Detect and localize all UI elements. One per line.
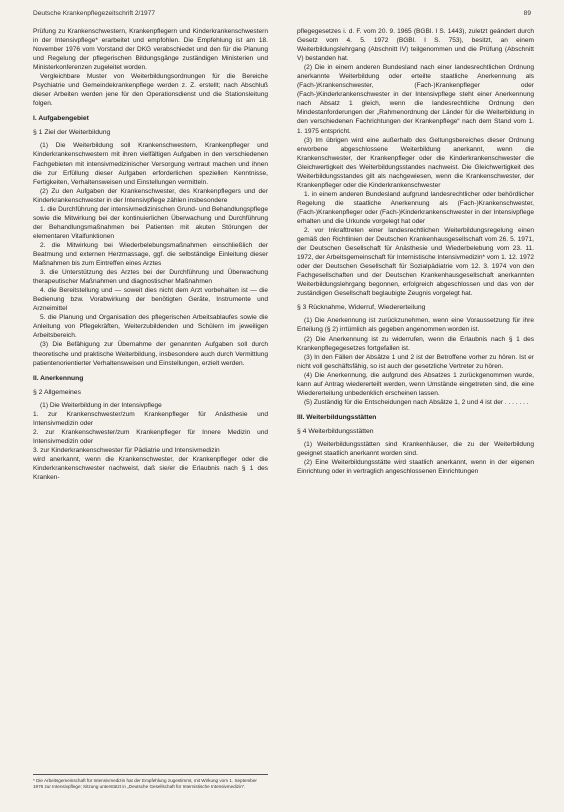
list-item: 2. die Mitwirkung bei Wiederbelebungsmaßnahmen einschließlich der Beatmung und externen Herzmassage, ggf. die selbständige Einleitung dieser Maßnahmen bis zum Eintreffen eines Arztes (33, 241, 268, 268)
paragraph: (4) Die Anerkennung, die aufgrund des Absatzes 1 zurückgenommen wurde, kann auf Antrag wiedererteilt werden, wenn Umstände eingetreten sind, die eine Wiedererteilung unbedenklich erscheinen lassen. (297, 371, 534, 397)
paragraph: (2) Eine Weiterbildungsstätte wird staatlich anerkannt, wenn in der eigenen Einrichtung oder in vertraglich angeschlossenen Einrichtungen (297, 458, 534, 476)
list-item: 1. zur Krankenschwester/zum Krankenpfleger für Anästhesie und Intensivmedizin oder (33, 410, 268, 427)
list-item: 1. die Durchführung der intensivmedizinischen Grund- und Behandlungspflege sowie die Mitwirkung bei der kontinuierlichen Überwachung und Durchführung der Behandlungsmaßnahmen bei Patienten mit akuten Störungen der elementaren Vitalfunktionen (33, 205, 268, 240)
paragraph: (1) Weiterbildungsstätten sind Krankenhäuser, die zu der Weiterbildung geeignet staatlich anerkannt worden sind. (297, 440, 534, 457)
journal-title: Deutsche Krankenpflegezeitschrift 2/1977 (33, 10, 156, 17)
paragraph: (1) Die Weiterbildung in der Intensivpflege (40, 401, 162, 409)
paragraph: wird anerkannt, wenn die Krankenschwester, der Krankenpfleger oder die Kinderkrankenschwester nachweist, daß sie/er die Erlaubnis nach § 1 des Kranken- (33, 455, 268, 481)
subsection-heading: § 3 Rücknahme, Widerruf, Wiedererteilung (297, 304, 426, 312)
right-column (297, 27, 534, 476)
paragraph: (3) Die Befähigung zur Übernahme der genannten Aufgaben soll durch theoretische und praktische Weiterbildung, insbesondere auch durch Vermittlung patientenorientierter Verhaltensweisen und Einstellungen, erzielt werden. (33, 341, 268, 367)
list-item: 5. die Planung und Organisation des pflegerischen Arbeitsablaufes sowie die Anleitung von Pflegekräften, Weiterzubildenden und Schülern im jeweiligen Arbeitsbereich. (33, 314, 268, 340)
list-item: 2. vor Inkrafttreten einer landesrechtlichen Weiterbildungsregelung einen gemäß den Richtlinien der Deutschen Krankenhausgesellschaft vom 26. 5. 1971, der Deutschen Gesellschaft für Anästhesie und Wiederbelebung vom 23. 11. 1972, der Arbeitsgemeinschaft für Internistische Intensivmedizin* vom 1. 12. 1972 oder der Deutschen Gesellschaft für Sozialpädiatrie vom 12. 3. 1974 von den Fachgesellschaften und der Deutschen Krankenhausgesellschaft anerkannten Weiterbildungslehrgang begonnen, erfolgreich abgeschlossen und das von der zuständigen Gesellschaft beglaubigte Zeugnis vorgelegt hat. (297, 227, 534, 298)
paragraph: (3) In den Fällen der Absätze 1 und 2 ist der Betroffene vorher zu hören. Ist er nicht voll geschäftsfähig, so ist auch der gesetzliche Vertreter zu hören. (297, 353, 534, 370)
section-heading: III. Weiterbildungsstätten (297, 413, 377, 421)
list-item: 2. zur Krankenschwester/zum Krankenpfleger für Innere Medizin und Intensivmedizin oder (33, 428, 268, 445)
paragraph: (2) Zu den Aufgaben der Krankenschwester, des Krankenpflegers und der Kinderkrankenschwester in der Intensivpflege zählen insbesondere (33, 187, 268, 204)
paragraph: (5) Zuständig für die Entscheidungen nach Absätze 1, 2 und 4 ist der . . . . . . . (304, 398, 529, 406)
subsection-heading: § 2 Allgemeines (33, 388, 81, 396)
list-item: 3. zur Kinderkrankenschwester für Pädiatrie und Intensivmedizin (33, 446, 220, 454)
section-heading: II. Anerkennung (33, 374, 84, 382)
left-column (33, 27, 268, 482)
paragraph: (1) Die Weiterbildung soll Krankenschwestern, Krankenpfleger und Kinderkrankenschwestern mit ihren vielfältigen Aufgaben in den verschiedenen Fachgebieten mit intensivmedizinischer Versorgung vertraut machen und ihnen die zur Erfüllung dieser Aufgaben erforderlichen speziellen Kenntnisse, Fertigkeiten, Verhaltensweisen und Einstellungen vermitteln. (33, 142, 268, 186)
list-item: 4. die Bereitstellung und — soweit dies nicht dem Arzt vorbehalten ist — die Bedienung bzw. Vorabwirkung der benötigten Geräte, Instrumente und Arzneimittel (33, 287, 268, 313)
list-item: 1. in einem anderen Bundesland aufgrund landesrechtlicher oder behördlicher Regelung die staatliche Anerkennung als (Fach-)Krankenschwester, (Fach-)Krankenpfleger oder (Fach-)Kinderkrankenschwester in der Intensivpflege erhalten und die Urkunde vorgelegt hat oder (297, 190, 534, 225)
paragraph: Vergleichbare Muster von Weiterbildungsordnungen für die Bereiche Psychiatrie und Gemeindekrankenpflege werden z. Z. erstellt; nach Abschluß dieser Arbeiten werden jene für den Operationsdienst und die Stationsleitung folgen. (33, 73, 268, 108)
paragraph: (1) Die Anerkennung ist zurückzunehmen, wenn eine Voraussetzung für ihre Erteilung (§ 2) irrtümlich als gegeben angenommen worden ist. (297, 317, 534, 334)
subsection-heading: § 4 Weiterbildungsstätten (297, 427, 374, 435)
page-number: 89 (523, 10, 531, 17)
paragraph: (2) Die Anerkennung ist zu widerrufen, wenn die Erlaubnis nach § 1 des Krankenpflegegesetzes fortgefallen ist. (297, 335, 534, 352)
paragraph: pflegegesetzes i. d. F. vom 20. 9. 1965 (BGBl. I S. 1443), zuletzt geändert durch Gesetz vom 4. 5. 1972 (BGBl. I S. 753), besitzt, an einem Weiterbildungslehrgang (Abschnitt IV) teilgenommen und die Prüfung (Abschnitt V) bestanden hat. (297, 28, 534, 63)
running-header (33, 10, 531, 17)
list-item: 3. die Unterstützung des Arztes bei der Durchführung und Überwachung therapeutischer Maßnahmen und diagnostischer Maßnahmen (33, 269, 268, 286)
paragraph: (2) Die in einem anderen Bundesland nach einer landesrechtlichen Ordnung anerkannte Weiterbildung oder erteilte staatliche Anerkennung als (Fach-)Krankenschwester, (Fach-)Krankenpfleger oder (Fach-)Kinderkrankenschwester in der Intensivpflege steht einer Anerkennung nach Absatz 1 gleich, wenn die landesrechtliche Ordnung den Mindestanforderungen der „Rahmenordnung der Länder für die Weiterbildung in den verschiedenen Fachrichtungen der Krankenpflege“ nach dem Stand vom 1. 1. 1975 entspricht. (297, 64, 534, 135)
paragraph: (3) Im übrigen wird eine außerhalb des Geltungsbereiches dieser Ordnung erworbene abgeschlossene Weiterbildung anerkannt, wenn die Krankenschwester, der Krankenpfleger oder die Kinderkrankenschwester die Gleichwertigkeit des Weiterbildungsstandes nachweist. Die Gleichwertigkeit des Weiterbildungsstandes gilt als nachgewiesen, wenn die Krankenschwester, der Krankenpfleger oder die Kinderkrankenschwester (297, 136, 534, 189)
section-heading: I. Aufgabengebiet (33, 115, 89, 123)
subsection-heading: § 1 Ziel der Weiterbildung (33, 129, 111, 137)
footnote: * Die Arbeitsgemeinschaft für Intensivmedizin hat der Empfehlung zugestimmt, mit Wirkung vom 1. September 1976 zur Intensivpflege; Sitzung unterstützt in „Deutsche Gesellschaft für Internistische Intensivmedizin“. (33, 774, 268, 790)
paragraph: Prüfung zu Krankenschwestern, Krankenpflegern und Kinderkrankenschwestern in der Intensivpflege* erarbeitet und empfohlen. Die Empfehlung ist am 18. November 1976 vom Vorstand der DKG verabschiedet und den für die Planung und Regelung der pflegerischen Bildungsgänge zuständigen Ministerien und Ministerkonferenzen zugeleitet worden. (33, 28, 268, 72)
